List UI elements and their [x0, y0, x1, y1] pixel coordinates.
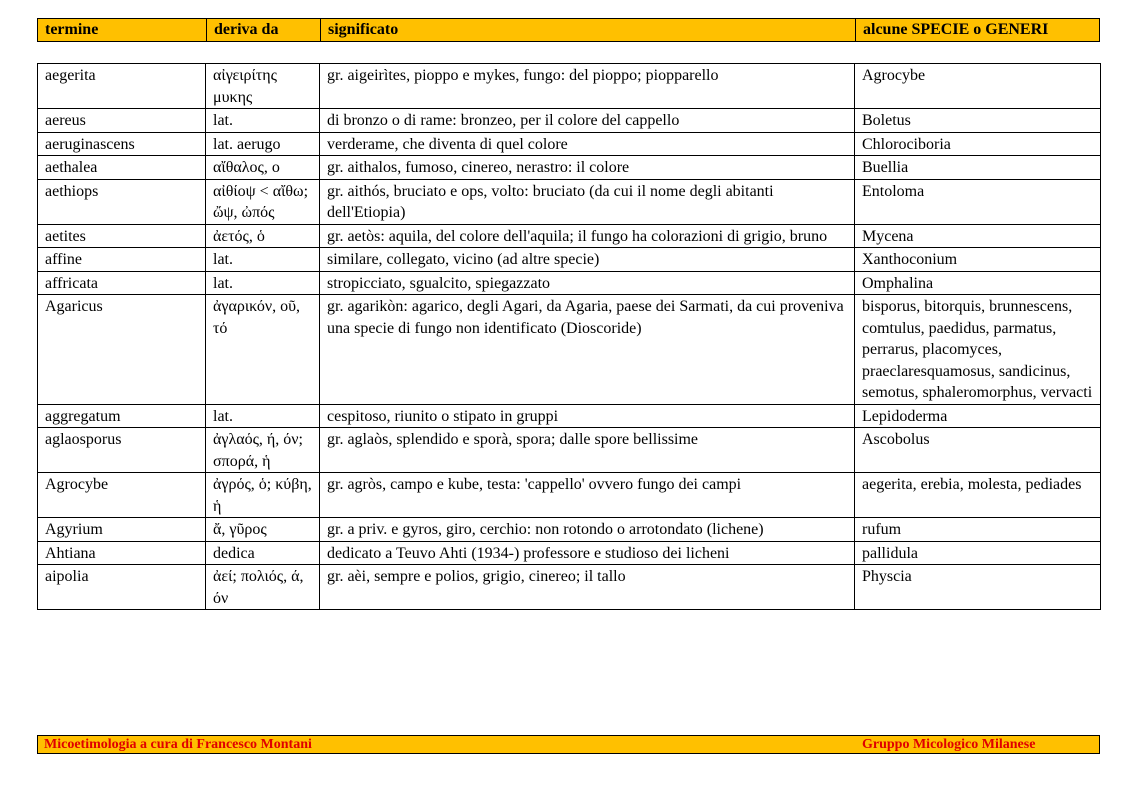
- cell-deriva: ἀεί; πολιός, ά, όν: [206, 565, 320, 610]
- table-row: [38, 64, 1101, 109]
- page-footer: [37, 735, 1100, 754]
- cell-significato: gr. aithós, bruciato e ops, volto: bruciato (da cui il nome degli abitanti dell'Etiopia): [320, 179, 855, 224]
- cell-termine: aethalea: [38, 156, 206, 180]
- cell-specie: Lepidoderma: [855, 404, 1101, 428]
- cell-deriva: lat. aerugo: [206, 132, 320, 156]
- cell-deriva: αἰγειρίτης μυκης: [206, 64, 320, 109]
- cell-deriva: αἰθίοψ < αἴθω; ὤψ, ὠπός: [206, 179, 320, 224]
- table-header: [37, 18, 1100, 42]
- cell-specie: Xanthoconium: [855, 248, 1101, 272]
- cell-termine: aetites: [38, 224, 206, 248]
- table-row: [38, 109, 1101, 133]
- cell-specie: Boletus: [855, 109, 1101, 133]
- etymology-table: [37, 63, 1101, 610]
- footer-author: Micoetimologia a cura di Francesco Montani: [44, 737, 312, 752]
- cell-termine: aipolia: [38, 565, 206, 610]
- cell-specie: pallidula: [855, 541, 1101, 565]
- cell-specie: rufum: [855, 518, 1101, 542]
- cell-deriva: lat.: [206, 404, 320, 428]
- cell-significato: gr. aetòs: aquila, del colore dell'aquila; il fungo ha colorazioni di grigio, bruno: [320, 224, 855, 248]
- cell-deriva: ἀγρός, ὁ; κύβη, ἡ: [206, 473, 320, 518]
- table-row: [38, 541, 1101, 565]
- header-deriva-da: deriva da: [206, 19, 320, 41]
- cell-deriva: ἀετός, ὁ: [206, 224, 320, 248]
- cell-significato: gr. aithalos, fumoso, cinereo, nerastro: il colore: [320, 156, 855, 180]
- cell-significato: gr. aigeirìtes, pioppo e mykes, fungo: del pioppo; piopparello: [320, 64, 855, 109]
- cell-termine: aegerita: [38, 64, 206, 109]
- cell-termine: aeruginascens: [38, 132, 206, 156]
- table-row: [38, 248, 1101, 272]
- cell-significato: gr. agròs, campo e kube, testa: 'cappello' ovvero fungo dei campi: [320, 473, 855, 518]
- cell-significato: cespitoso, riunito o stipato in gruppi: [320, 404, 855, 428]
- cell-deriva: lat.: [206, 109, 320, 133]
- cell-specie: Omphalina: [855, 271, 1101, 295]
- cell-specie: Chlorociboria: [855, 132, 1101, 156]
- table-row: [38, 132, 1101, 156]
- table-row: [38, 565, 1101, 610]
- cell-significato: dedicato a Teuvo Ahti (1934-) professore e studioso dei licheni: [320, 541, 855, 565]
- cell-specie: Buellia: [855, 156, 1101, 180]
- table-row: [38, 271, 1101, 295]
- cell-significato: gr. agarikòn: agarico, degli Agari, da Agaria, paese dei Sarmati, da cui proveniva una specie di fungo non identificato (Dioscoride): [320, 295, 855, 405]
- cell-specie: Mycena: [855, 224, 1101, 248]
- cell-termine: aethiops: [38, 179, 206, 224]
- cell-significato: gr. aèi, sempre e polios, grigio, cinereo; il tallo: [320, 565, 855, 610]
- cell-significato: stropicciato, sgualcito, spiegazzato: [320, 271, 855, 295]
- cell-termine: aereus: [38, 109, 206, 133]
- cell-specie: Entoloma: [855, 179, 1101, 224]
- cell-deriva: ἀγλαός, ή, όν; σπορά, ἡ: [206, 428, 320, 473]
- header-specie-generi: alcune SPECIE o GENERI: [855, 19, 1101, 41]
- cell-significato: di bronzo o di rame: bronzeo, per il colore del cappello: [320, 109, 855, 133]
- table-row: [38, 156, 1101, 180]
- cell-specie: aegerita, erebia, molesta, pediades: [855, 473, 1101, 518]
- cell-termine: Ahtiana: [38, 541, 206, 565]
- header-termine: termine: [45, 21, 99, 38]
- table-row: [38, 518, 1101, 542]
- cell-deriva: lat.: [206, 271, 320, 295]
- cell-specie: Physcia: [855, 565, 1101, 610]
- cell-deriva: lat.: [206, 248, 320, 272]
- footer-organization: Gruppo Micologico Milanese: [862, 737, 1036, 752]
- header-significato: significato: [320, 19, 855, 41]
- cell-deriva: dedica: [206, 541, 320, 565]
- cell-specie: Agrocybe: [855, 64, 1101, 109]
- cell-termine: Agaricus: [38, 295, 206, 405]
- cell-deriva: αἴθαλος, ο: [206, 156, 320, 180]
- cell-specie: bisporus, bitorquis, brunnescens, comtulus, paedidus, parmatus, perrarus, placomyces, praeclaresquamosus, sandicinus, semotus, sphaleromorphus, vervacti: [855, 295, 1101, 405]
- cell-termine: Agyrium: [38, 518, 206, 542]
- table-row: [38, 404, 1101, 428]
- cell-deriva: ἀγαρικόν, οῦ, τό: [206, 295, 320, 405]
- cell-significato: similare, collegato, vicino (ad altre specie): [320, 248, 855, 272]
- table-row: [38, 428, 1101, 473]
- table-row: [38, 473, 1101, 518]
- cell-termine: affine: [38, 248, 206, 272]
- cell-deriva: ἄ, γῦρος: [206, 518, 320, 542]
- cell-specie: Ascobolus: [855, 428, 1101, 473]
- cell-significato: gr. aglaòs, splendido e sporà, spora; dalle spore bellissime: [320, 428, 855, 473]
- cell-termine: Agrocybe: [38, 473, 206, 518]
- table-row: [38, 224, 1101, 248]
- cell-termine: aglaosporus: [38, 428, 206, 473]
- cell-termine: aggregatum: [38, 404, 206, 428]
- cell-significato: gr. a priv. e gyros, giro, cerchio: non rotondo o arrotondato (lichene): [320, 518, 855, 542]
- cell-termine: affricata: [38, 271, 206, 295]
- table-row: [38, 179, 1101, 224]
- table-row: [38, 295, 1101, 405]
- cell-significato: verderame, che diventa di quel colore: [320, 132, 855, 156]
